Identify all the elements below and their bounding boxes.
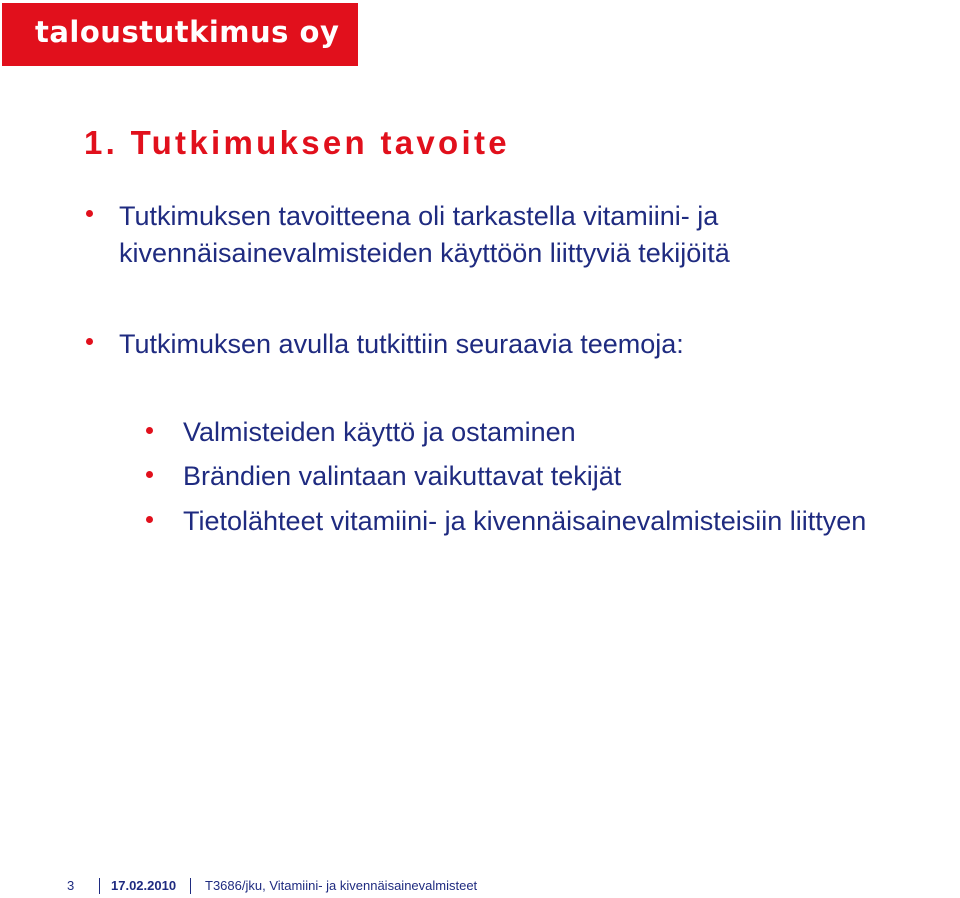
logo-text: taloustutkimus oy: [35, 14, 340, 49]
page-number: 3: [67, 878, 75, 893]
footer-date: 17.02.2010: [111, 878, 177, 893]
bullet-dot-icon: [86, 210, 93, 217]
bullet-item-themes: [119, 326, 684, 363]
sub-bullet-item: Tietolähteet vitamiini- ja kivennäisainevalmisteisiin liittyen: [183, 506, 867, 536]
slide-title: 1. Tutkimuksen tavoite: [84, 124, 510, 161]
company-logo: [2, 3, 358, 66]
footer-divider: [99, 878, 100, 894]
footer-divider: [190, 878, 191, 894]
bullet-item-goal: [119, 198, 730, 272]
footer-reference: T3686/jku, Vitamiini- ja kivennäisainevalmisteet: [205, 878, 478, 893]
bullet-line: Tutkimuksen tavoitteena oli tarkastella vitamiini- ja: [119, 201, 719, 231]
sub-bullet-dot-icon: [146, 471, 153, 478]
sub-bullet-item: Valmisteiden käyttö ja ostaminen: [183, 417, 576, 447]
sub-bullet-dot-icon: [146, 427, 153, 434]
bullet-dot-icon: [86, 338, 93, 345]
sub-bullet-dot-icon: [146, 516, 153, 523]
bullet-line: Tutkimuksen avulla tutkittiin seuraavia teemoja:: [119, 329, 684, 359]
bullet-line: kivennäisainevalmisteiden käyttöön liittyviä tekijöitä: [119, 238, 730, 268]
sub-bullet-item: Brändien valintaan vaikuttavat tekijät: [183, 461, 622, 491]
